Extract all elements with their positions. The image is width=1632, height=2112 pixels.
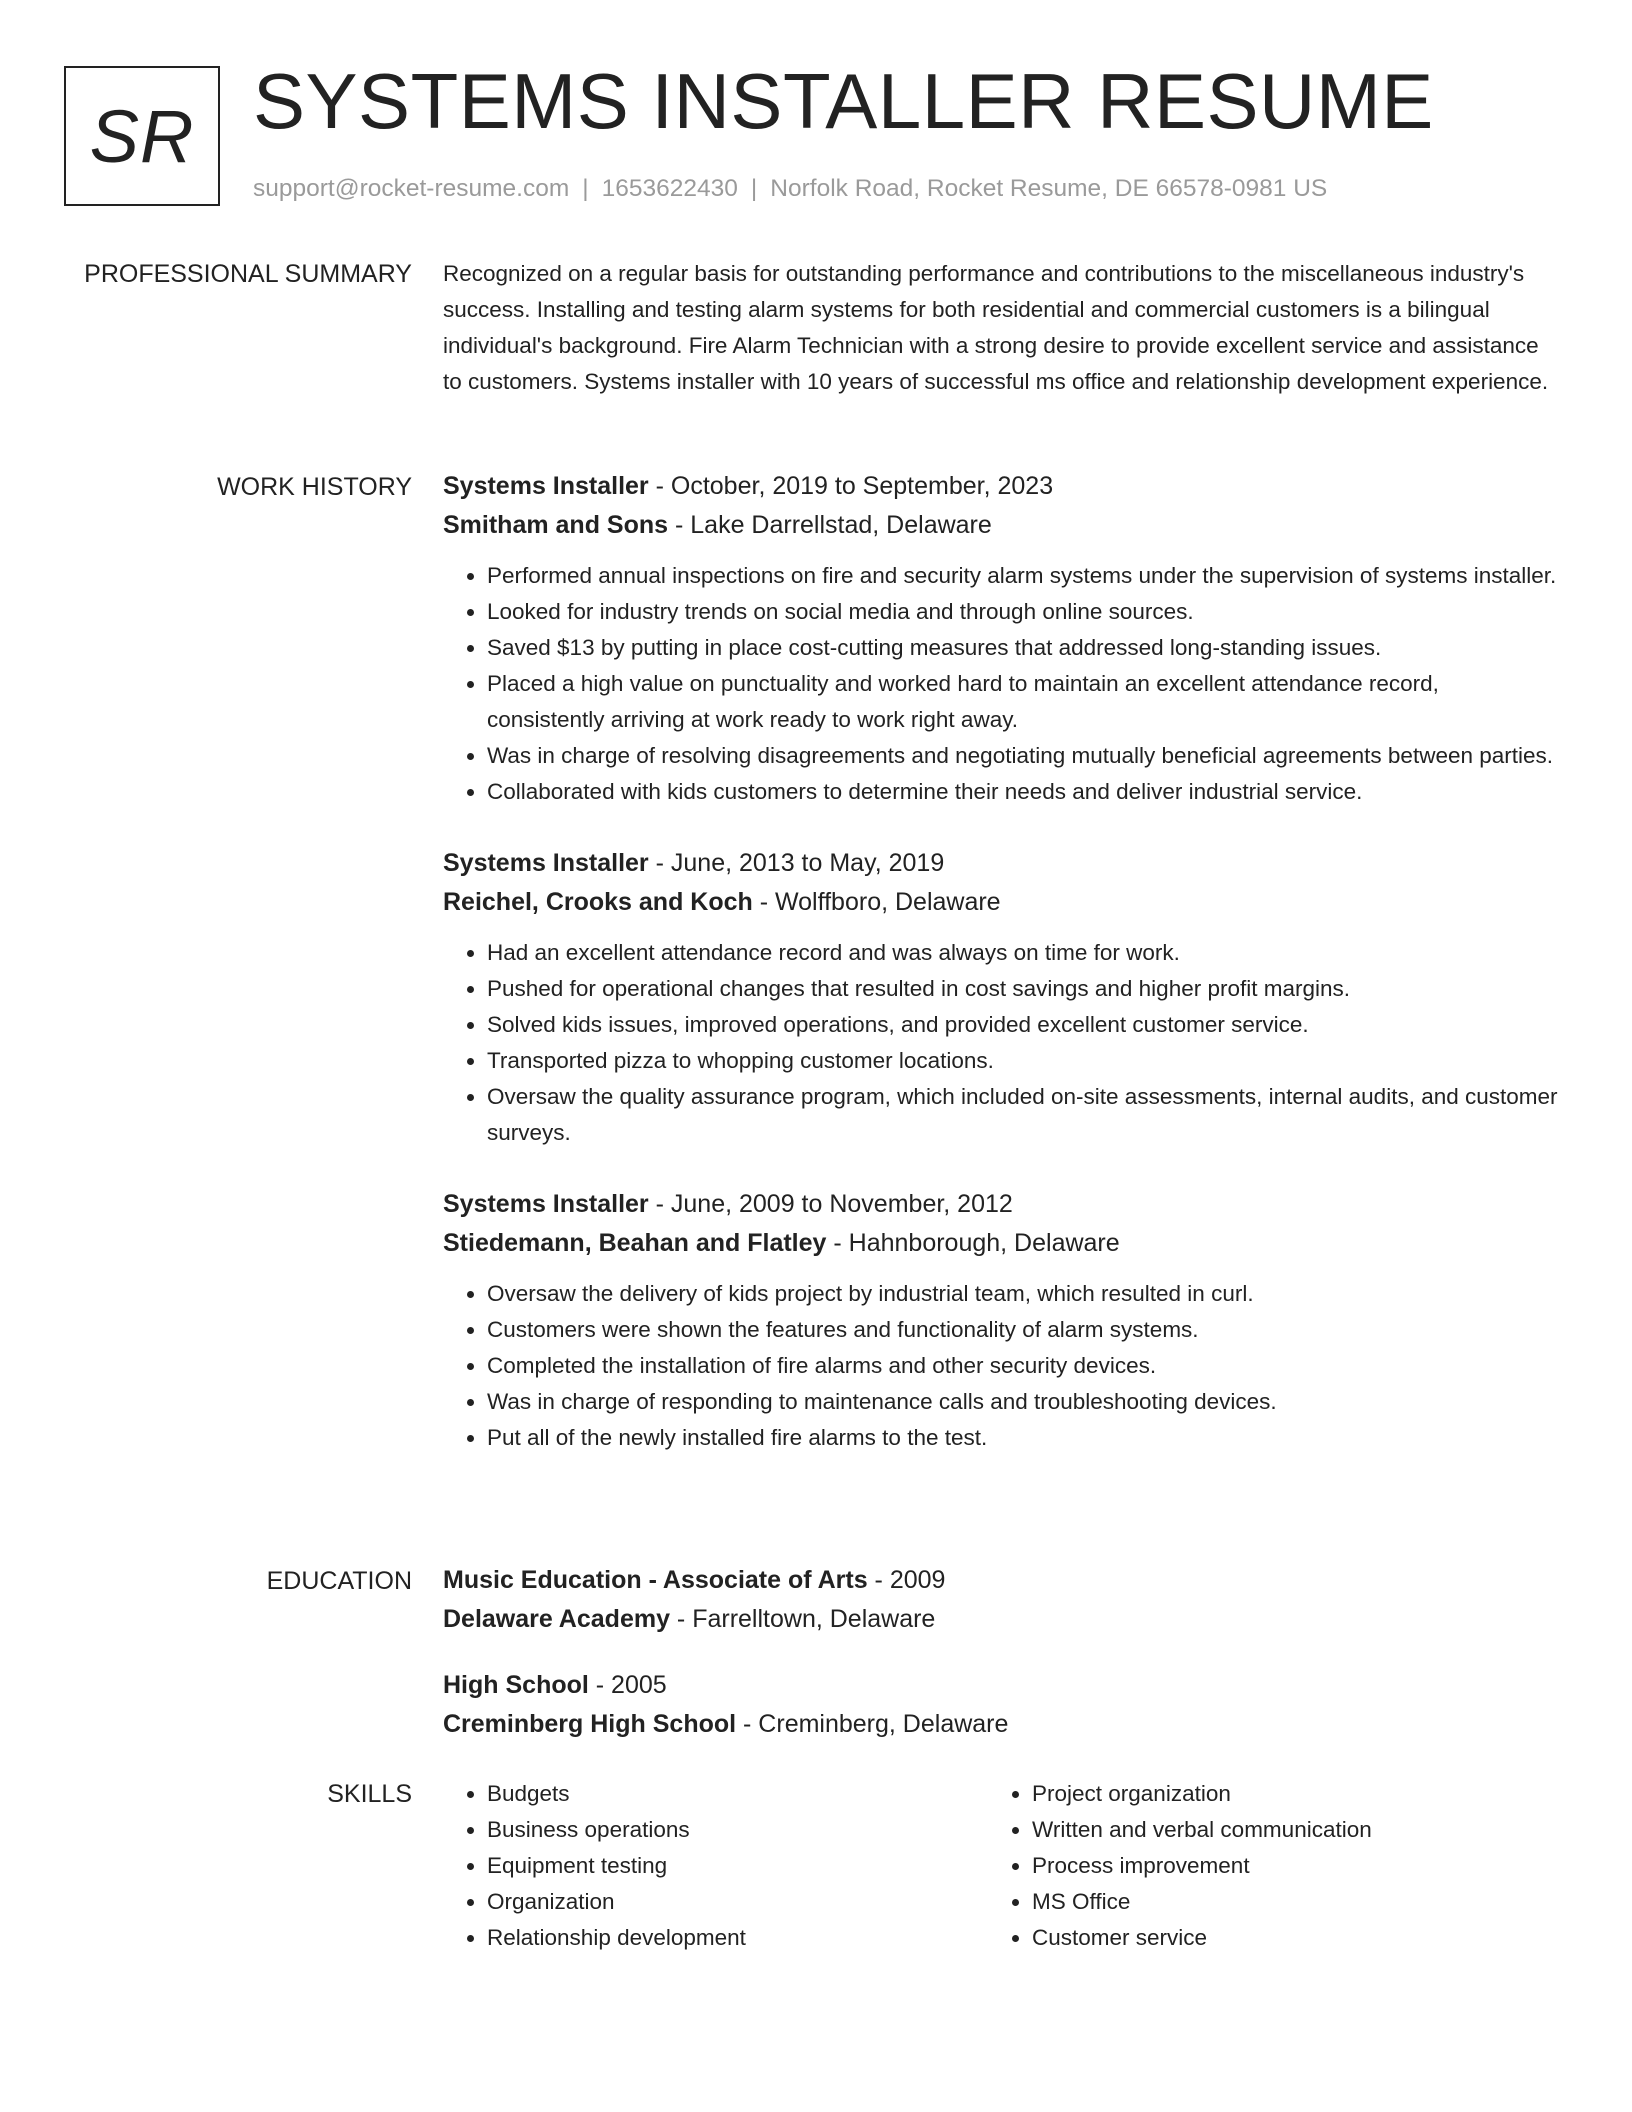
education-location: - Farrelltown, Delaware <box>669 1605 936 1633</box>
section-label-skills: SKILLS <box>327 1780 412 1808</box>
job-dates: - October, 2019 to September, 2023 <box>648 472 1054 500</box>
section-label-work-history: WORK HISTORY <box>217 473 412 501</box>
job-title-line <box>443 1185 1558 1224</box>
job-title: Systems Installer <box>443 849 649 877</box>
job-bullet: • Was in charge of resolving disagreements and negotiating mutually beneficial agreements between parties. <box>487 738 1558 774</box>
job-dates: - June, 2013 to May, 2019 <box>648 849 945 877</box>
job-title-line <box>443 844 1558 883</box>
job-bullet: • Pushed for operational changes that resulted in cost savings and higher profit margins. <box>487 971 1558 1007</box>
resume-title: SYSTEMS INSTALLER RESUME <box>253 57 1434 145</box>
job-location: - Lake Darrellstad, Delaware <box>668 511 992 539</box>
job-company: Smitham and Sons <box>443 511 669 539</box>
job-bullet: • Looked for industry trends on social media and through online sources. <box>487 594 1558 630</box>
job-company: Reichel, Crooks and Koch <box>443 888 753 916</box>
education-entry <box>443 1561 1558 1639</box>
job-bullet: • Transported pizza to whopping customer locations. <box>487 1043 1558 1079</box>
contact-address: Norfolk Road, Rocket Resume, DE 66578-0981 US <box>770 175 1328 202</box>
job-title: Systems Installer <box>443 1190 649 1218</box>
jobs-list <box>443 467 1558 1490</box>
education-degree: Music Education - Associate of Arts <box>443 1566 868 1594</box>
job-bullet: • Performed annual inspections on fire and security alarm systems under the supervision of systems installer. <box>487 558 1558 594</box>
education-list <box>443 1561 1558 1771</box>
job-bullet: • Oversaw the quality assurance program, which included on-site assessments, internal audits, and customer surveys. <box>487 1079 1558 1151</box>
job-bullets <box>443 558 1558 810</box>
education-degree-line <box>443 1561 1558 1600</box>
contact-line <box>253 174 1327 204</box>
skill-item: • Equipment testing <box>487 1848 988 1884</box>
job-title: Systems Installer <box>443 472 649 500</box>
job-location: - Hahnborough, Delaware <box>826 1229 1120 1257</box>
job-bullet: • Collaborated with kids customers to determine their needs and deliver industrial service. <box>487 774 1558 810</box>
job-title-line <box>443 467 1558 506</box>
skill-item: • Business operations <box>487 1812 988 1848</box>
job-bullet: • Had an excellent attendance record and was always on time for work. <box>487 935 1558 971</box>
job-entry <box>443 1185 1558 1456</box>
section-label-summary: PROFESSIONAL SUMMARY <box>84 260 412 288</box>
job-bullet: • Saved $13 by putting in place cost-cutting measures that addressed long-standing issues. <box>487 630 1558 666</box>
job-bullets <box>443 1276 1558 1456</box>
contact-phone: 1653622430 <box>601 175 738 202</box>
job-company-line <box>443 506 1558 545</box>
job-company-line <box>443 1224 1558 1263</box>
job-bullets <box>443 935 1558 1151</box>
education-school-line <box>443 1705 1558 1744</box>
education-degree-line <box>443 1666 1558 1705</box>
skills-list-right <box>988 1776 1548 1956</box>
contact-email: support@rocket-resume.com <box>253 175 570 202</box>
job-bullet: • Solved kids issues, improved operations, and provided excellent customer service. <box>487 1007 1558 1043</box>
initials-monogram: SR <box>64 66 220 206</box>
education-location: - Creminberg, Delaware <box>736 1710 1009 1738</box>
skill-item: • Process improvement <box>1032 1848 1548 1884</box>
education-year: - 2009 <box>867 1566 946 1594</box>
job-entry <box>443 844 1558 1151</box>
job-entry <box>443 467 1558 810</box>
contact-separator: | <box>750 175 758 202</box>
job-company: Stiedemann, Beahan and Flatley <box>443 1229 827 1257</box>
job-bullet: • Put all of the newly installed fire alarms to the test. <box>487 1420 1558 1456</box>
skill-item: • MS Office <box>1032 1884 1548 1920</box>
education-school: Delaware Academy <box>443 1605 670 1633</box>
skill-item: • Project organization <box>1032 1776 1548 1812</box>
skill-item: • Budgets <box>487 1776 988 1812</box>
skills-grid <box>443 1776 1558 1956</box>
job-bullet: • Completed the installation of fire alarms and other security devices. <box>487 1348 1558 1384</box>
job-bullet: • Was in charge of responding to maintenance calls and troubleshooting devices. <box>487 1384 1558 1420</box>
skill-item: • Relationship development <box>487 1920 988 1956</box>
summary-text: Recognized on a regular basis for outstanding performance and contributions to the miscellaneous industry's success. Installing and testing alarm systems for both residential and commercial customers is a bilingual individual's background. Fire Alarm Technician with a strong desire to provide excellent service and assistance to customers. Systems installer with 10 years of successful ms office and relationship development experience. <box>443 261 1549 394</box>
skill-item: • Customer service <box>1032 1920 1548 1956</box>
education-year: - 2005 <box>588 1671 667 1699</box>
skill-item: • Written and verbal communication <box>1032 1812 1548 1848</box>
job-location: - Wolffboro, Delaware <box>752 888 1001 916</box>
job-dates: - June, 2009 to November, 2012 <box>648 1190 1013 1218</box>
education-school: Creminberg High School <box>443 1710 737 1738</box>
job-company-line <box>443 883 1558 922</box>
skills-list-left <box>443 1776 988 1956</box>
job-bullet: • Customers were shown the features and functionality of alarm systems. <box>487 1312 1558 1348</box>
skill-item: • Organization <box>487 1884 988 1920</box>
education-degree: High School <box>443 1671 589 1699</box>
education-school-line <box>443 1600 1558 1639</box>
section-label-education: EDUCATION <box>266 1567 412 1595</box>
education-entry <box>443 1666 1558 1744</box>
job-bullet: • Oversaw the delivery of kids project by industrial team, which resulted in curl. <box>487 1276 1558 1312</box>
contact-separator: | <box>582 175 589 202</box>
job-bullet: • Placed a high value on punctuality and worked hard to maintain an excellent attendance record, consistently arriving at work ready to work right away. <box>487 666 1558 738</box>
